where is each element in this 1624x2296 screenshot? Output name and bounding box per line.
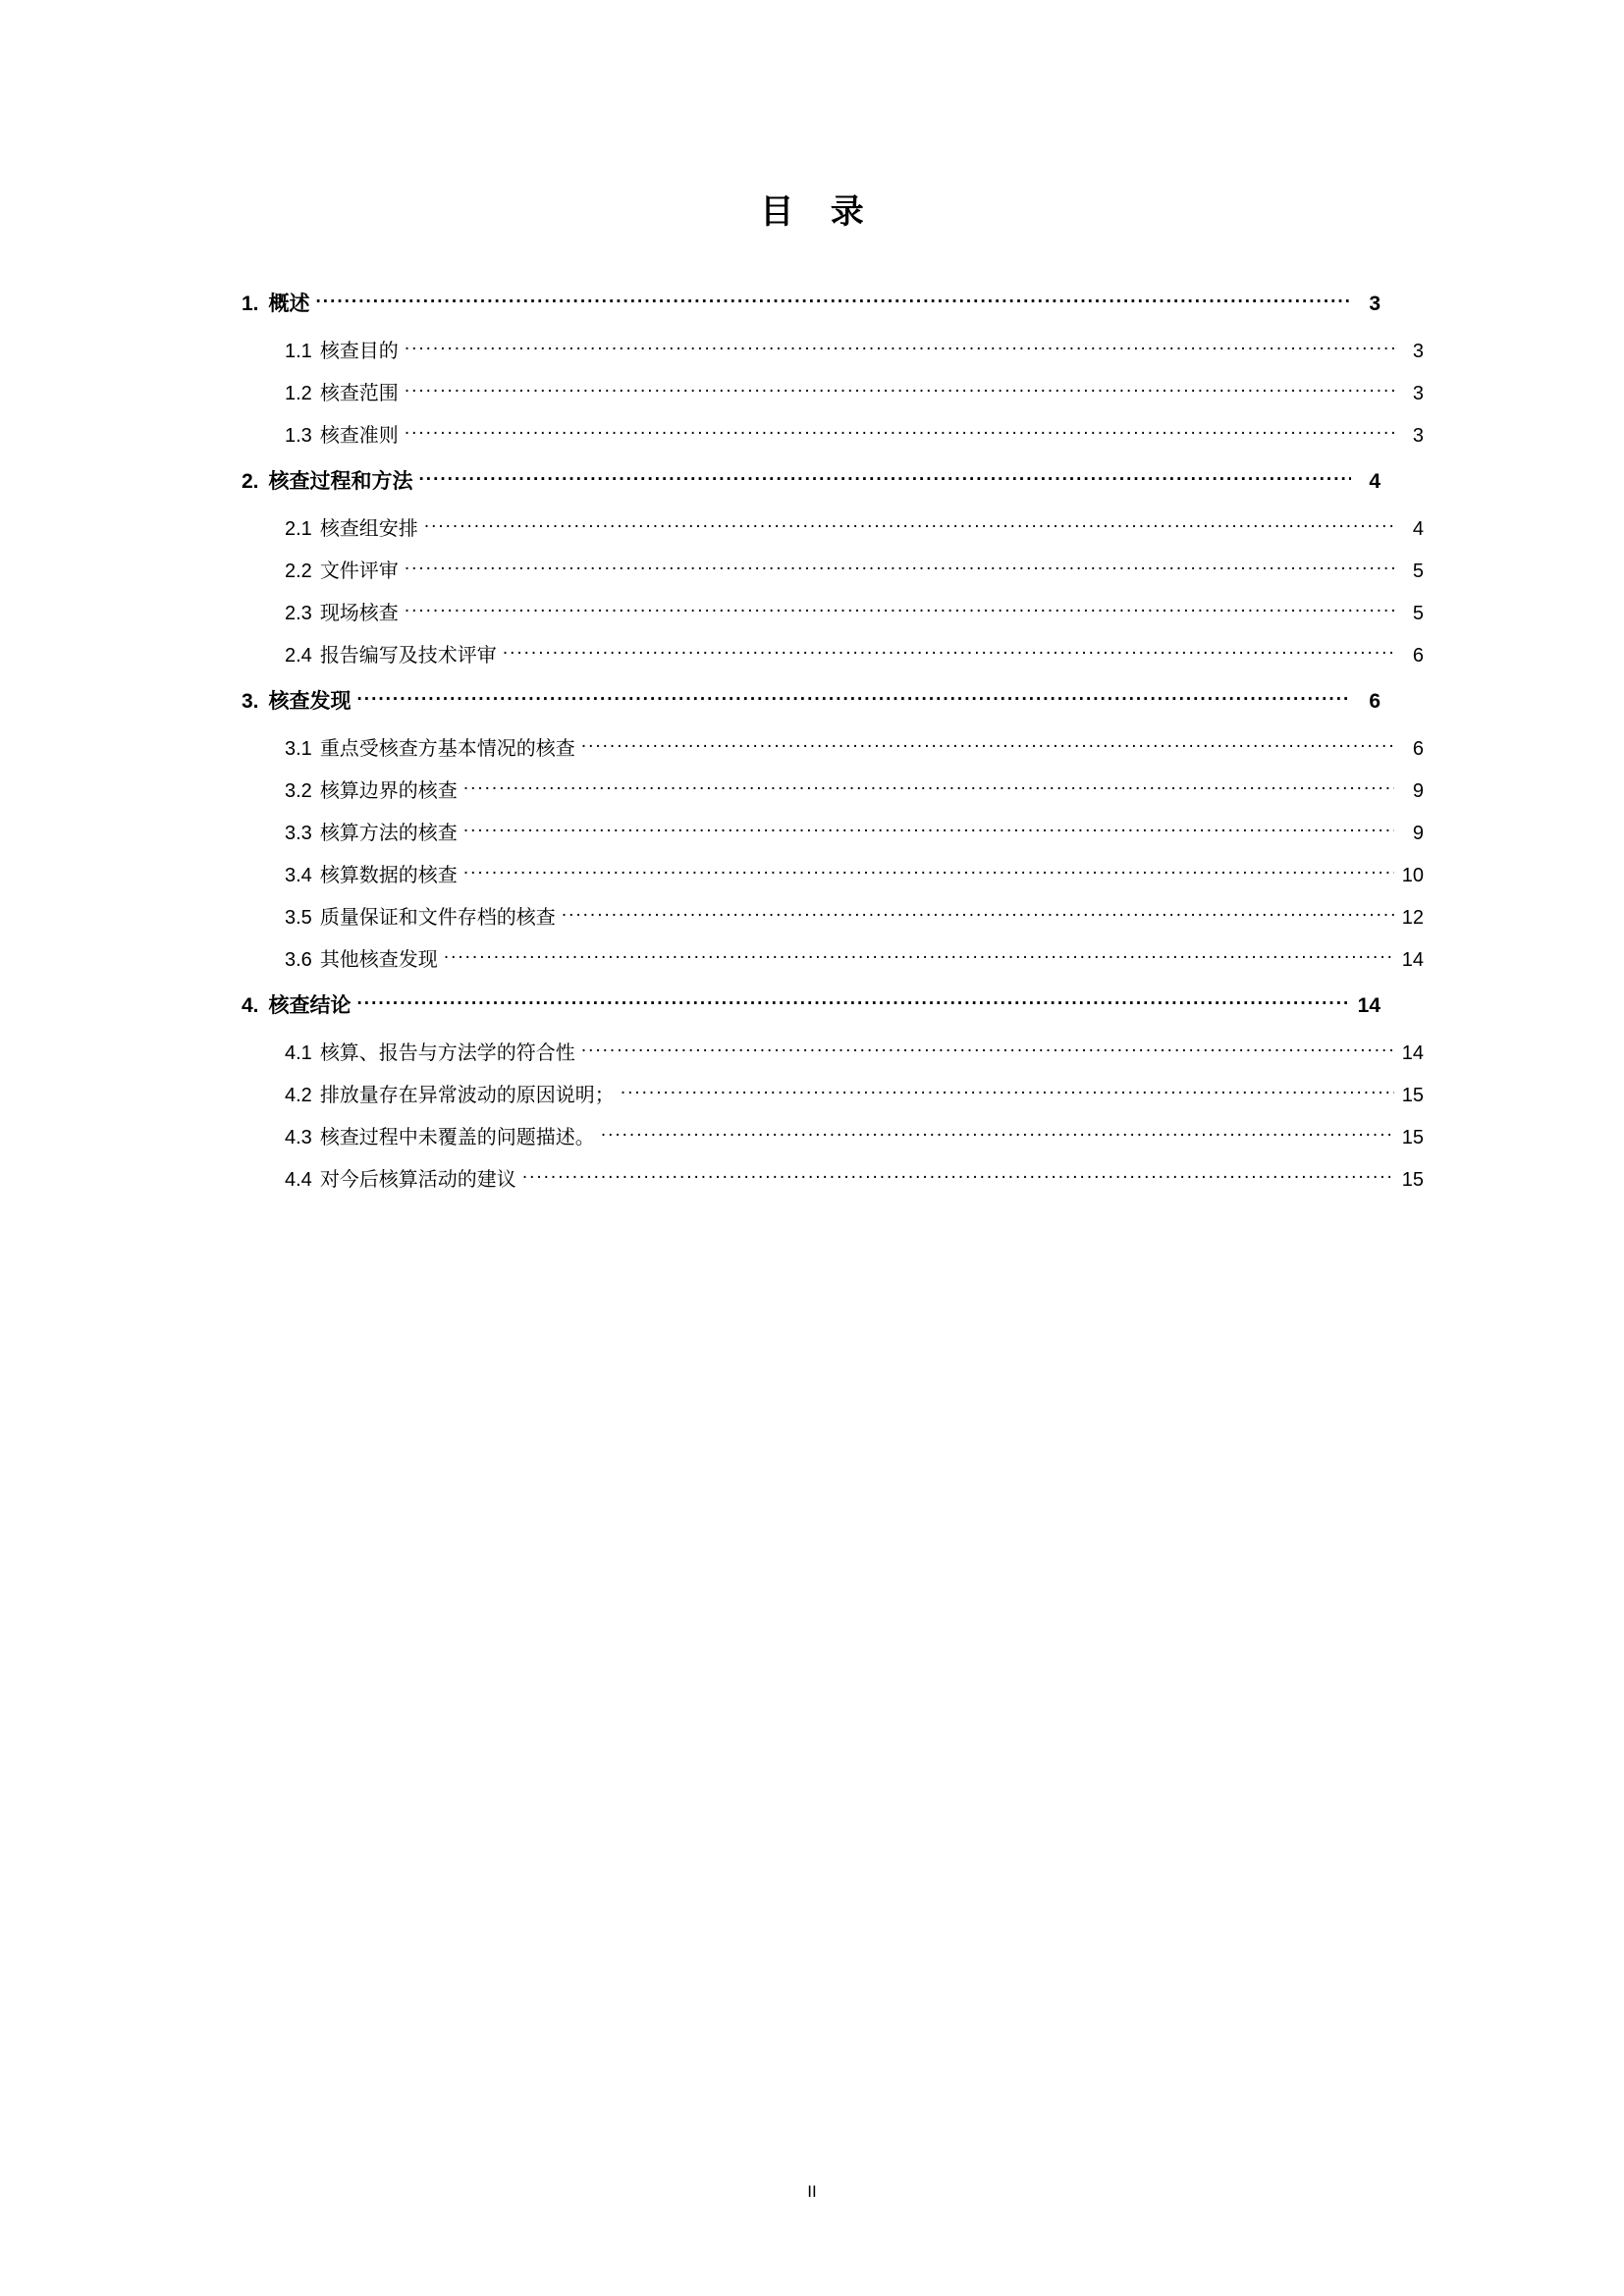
toc-leader-dots <box>444 946 1394 966</box>
toc-entry[interactable] <box>242 512 1424 541</box>
toc-entry[interactable] <box>242 639 1424 667</box>
toc-entry-label: 其他核查发现 <box>319 949 438 971</box>
page-title: 目 录 <box>760 193 878 231</box>
toc-entry-page-number: 12 <box>1401 907 1424 929</box>
toc-entry[interactable] <box>242 419 1424 448</box>
toc-entry[interactable] <box>242 989 1380 1019</box>
toc-leader-dots <box>405 338 1394 357</box>
toc-leader-dots <box>405 600 1394 619</box>
toc-entry-label: 核查目的 <box>319 341 399 362</box>
toc-entry-page-number: 14 <box>1357 994 1380 1017</box>
toc-entry[interactable] <box>242 288 1380 317</box>
toc-entry[interactable] <box>242 1121 1424 1149</box>
toc-entry-number: 2. <box>242 470 259 493</box>
toc-leader-dots <box>463 862 1394 881</box>
toc-entry-label: 核算数据的核查 <box>319 865 458 886</box>
toc-entry-number: 1. <box>242 293 259 315</box>
toc-entry[interactable] <box>242 943 1424 972</box>
toc-entry[interactable] <box>242 901 1424 930</box>
toc-entry-number: 3.6 <box>285 949 312 971</box>
toc-entry-page-number: 3 <box>1412 425 1424 447</box>
toc-leader-dots <box>405 380 1394 400</box>
toc-leader-dots <box>316 290 1351 310</box>
toc-entry-page-number: 15 <box>1401 1169 1424 1191</box>
toc-leader-dots <box>522 1166 1394 1186</box>
toc-entry[interactable] <box>242 859 1424 887</box>
toc-entry-label: 核查组安排 <box>319 518 418 540</box>
toc-leader-dots <box>405 422 1394 442</box>
toc-entry-number: 4.3 <box>285 1127 312 1148</box>
toc-entry-number: 1.2 <box>285 383 312 404</box>
toc-entry[interactable] <box>242 1163 1424 1192</box>
toc-entry-label: 概述 <box>268 293 310 315</box>
toc-entry-label: 对今后核算活动的建议 <box>319 1169 516 1191</box>
toc-entry[interactable] <box>242 555 1424 583</box>
toc-entry-label: 报告编写及技术评审 <box>319 645 497 667</box>
toc-entry-page-number: 9 <box>1412 780 1424 802</box>
toc-leader-dots <box>405 558 1394 577</box>
toc-entry-page-number: 14 <box>1401 949 1424 971</box>
toc-leader-dots <box>463 820 1394 839</box>
toc-entry-label: 核查准则 <box>319 425 399 447</box>
toc-entry-number: 3.4 <box>285 865 312 886</box>
toc-entry-label: 核查过程中未覆盖的问题描述。 <box>319 1127 595 1148</box>
toc-entry-label: 核查发现 <box>268 690 352 713</box>
toc-entry-label: 质量保证和文件存档的核查 <box>319 907 556 929</box>
toc-entry-page-number: 5 <box>1412 561 1424 582</box>
toc-entry-page-number: 6 <box>1412 645 1424 667</box>
toc-entry-page-number: 5 <box>1412 603 1424 624</box>
toc-leader-dots <box>424 515 1394 535</box>
toc-entry-label: 核查结论 <box>268 994 352 1017</box>
toc-leader-dots <box>621 1082 1394 1101</box>
page-footer-number: II <box>807 2182 817 2201</box>
toc-entry-number: 3. <box>242 690 259 713</box>
toc-entry-number: 4.2 <box>285 1085 312 1106</box>
toc-entry-page-number: 6 <box>1412 738 1424 760</box>
toc-entry-number: 3.3 <box>285 823 312 844</box>
toc-entry-page-number: 15 <box>1401 1085 1424 1106</box>
toc-entry-label: 排放量存在异常波动的原因说明； <box>319 1085 615 1106</box>
toc-entry-label: 核算方法的核查 <box>319 823 458 844</box>
toc-entry-label: 现场核查 <box>319 603 399 624</box>
toc-entry-page-number: 3 <box>1412 383 1424 404</box>
toc-entry-number: 2.3 <box>285 603 312 624</box>
toc-entry[interactable] <box>242 774 1424 803</box>
toc-entry-number: 4.4 <box>285 1169 312 1191</box>
toc-leader-dots <box>601 1124 1394 1144</box>
toc-entry-number: 3.1 <box>285 738 312 760</box>
toc-entry-label: 核查范围 <box>319 383 399 404</box>
toc-entry[interactable] <box>242 465 1380 495</box>
toc-entry-label: 重点受核查方基本情况的核查 <box>319 738 575 760</box>
toc-leader-dots <box>357 687 1351 708</box>
toc-leader-dots <box>357 991 1351 1012</box>
toc-entry-page-number: 9 <box>1412 823 1424 844</box>
toc-entry-page-number: 6 <box>1369 690 1380 713</box>
toc-leader-dots <box>503 642 1394 662</box>
toc-entry[interactable] <box>242 335 1424 363</box>
table-of-contents <box>0 288 1624 1192</box>
toc-leader-dots <box>562 904 1394 924</box>
toc-entry-number: 4.1 <box>285 1042 312 1064</box>
toc-entry-label: 核算、报告与方法学的符合性 <box>319 1042 575 1064</box>
toc-entry-label: 核查过程和方法 <box>268 470 413 493</box>
toc-entry-number: 3.2 <box>285 780 312 802</box>
toc-entry-label: 核算边界的核查 <box>319 780 458 802</box>
toc-entry-number: 1.1 <box>285 341 312 362</box>
toc-entry-page-number: 4 <box>1369 470 1380 493</box>
toc-entry[interactable] <box>242 1037 1424 1065</box>
toc-entry-number: 4. <box>242 994 259 1017</box>
toc-entry-page-number: 4 <box>1412 518 1424 540</box>
toc-leader-dots <box>581 735 1394 755</box>
toc-entry-number: 2.4 <box>285 645 312 667</box>
toc-entry[interactable] <box>242 817 1424 845</box>
toc-entry-number: 1.3 <box>285 425 312 447</box>
toc-entry-number: 2.1 <box>285 518 312 540</box>
toc-entry-number: 2.2 <box>285 561 312 582</box>
toc-entry-page-number: 3 <box>1412 341 1424 362</box>
toc-entry[interactable] <box>242 597 1424 625</box>
toc-entry[interactable] <box>242 1079 1424 1107</box>
toc-leader-dots <box>419 467 1351 488</box>
toc-leader-dots <box>463 777 1394 797</box>
toc-leader-dots <box>581 1040 1394 1059</box>
toc-entry-page-number: 10 <box>1401 865 1424 886</box>
toc-entry-page-number: 3 <box>1369 293 1380 315</box>
toc-entry-page-number: 14 <box>1401 1042 1424 1064</box>
toc-entry-number: 3.5 <box>285 907 312 929</box>
toc-entry-page-number: 15 <box>1401 1127 1424 1148</box>
toc-entry-label: 文件评审 <box>319 561 399 582</box>
toc-entry[interactable] <box>242 685 1380 715</box>
toc-entry[interactable] <box>242 732 1424 761</box>
toc-entry[interactable] <box>242 377 1424 405</box>
